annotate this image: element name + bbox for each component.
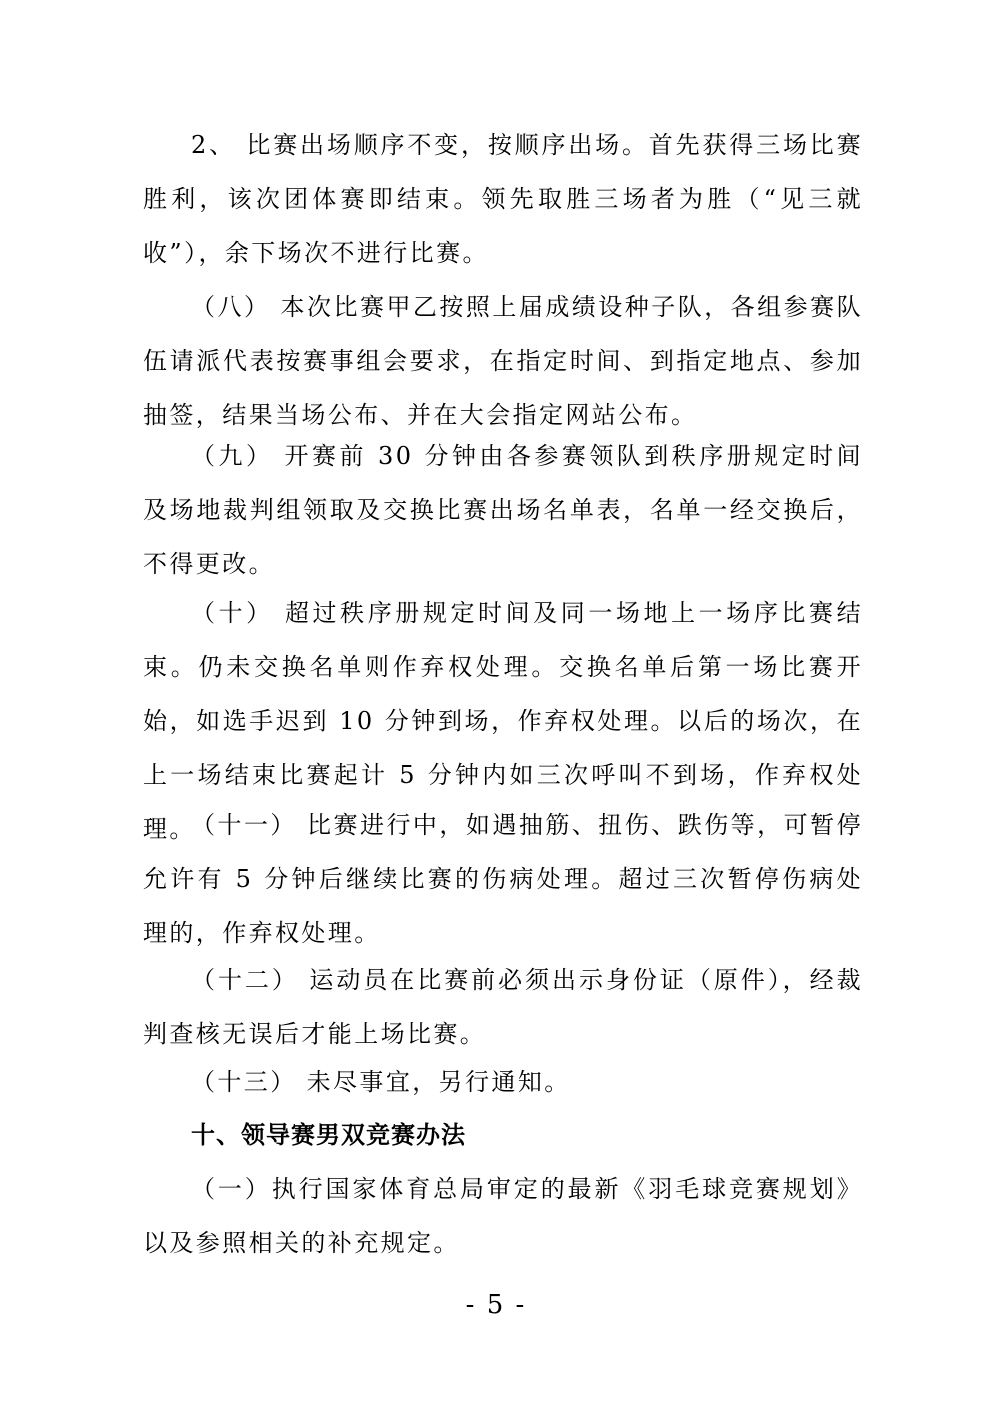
paragraph-ten: （十） 超过秩序册规定时间及同一场地上一场序比赛结束。仍未交换名单则作弃权处理。交换名单后第一场比赛开始，如选手迟到 10 分钟到场，作弃权处理。以后的场次，在上一场结束比赛起计 5 分钟内如三次呼叫不到场，作弃权处理。: [143, 599, 863, 843]
paragraph-rule-2: 2、 比赛出场顺序不变，按顺序出场。首先获得三场比赛胜利，该次团体赛即结束。领先取胜三场者为胜（“见三就收”），余下场次不进行比赛。: [143, 131, 863, 267]
paragraph-nine: （九） 开赛前 30 分钟由各参赛领队到秩序册规定时间及场地裁判组领取及交换比赛出场名单表，名单一经交换后，不得更改。: [143, 442, 863, 578]
section-heading: 十、领导赛男双竞赛办法: [191, 1121, 466, 1149]
paragraph-eight: （八） 本次比赛甲乙按照上届成绩设种子队，各组参赛队伍请派代表按赛事组会要求，在指定时间、到指定地点、参加抽签，结果当场公布、并在大会指定网站公布。: [143, 293, 863, 429]
paragraph-twelve: （十二） 运动员在比赛前必须出示身份证（原件），经裁判查核无误后才能上场比赛。: [143, 966, 863, 1048]
section-paragraph: （一）执行国家体育总局审定的最新《羽毛球竞赛规划》以及参照相关的补充规定。: [143, 1175, 863, 1257]
paragraph-eleven: （十一） 比赛进行中，如遇抽筋、扭伤、跌伤等，可暂停允许有 5 分钟后继续比赛的伤病处理。超过三次暂停伤病处理的，作弃权处理。: [143, 811, 863, 947]
page-number: - 5 -: [465, 1290, 527, 1320]
paragraph-thirteen: （十三） 未尽事宜，另行通知。: [191, 1068, 571, 1096]
